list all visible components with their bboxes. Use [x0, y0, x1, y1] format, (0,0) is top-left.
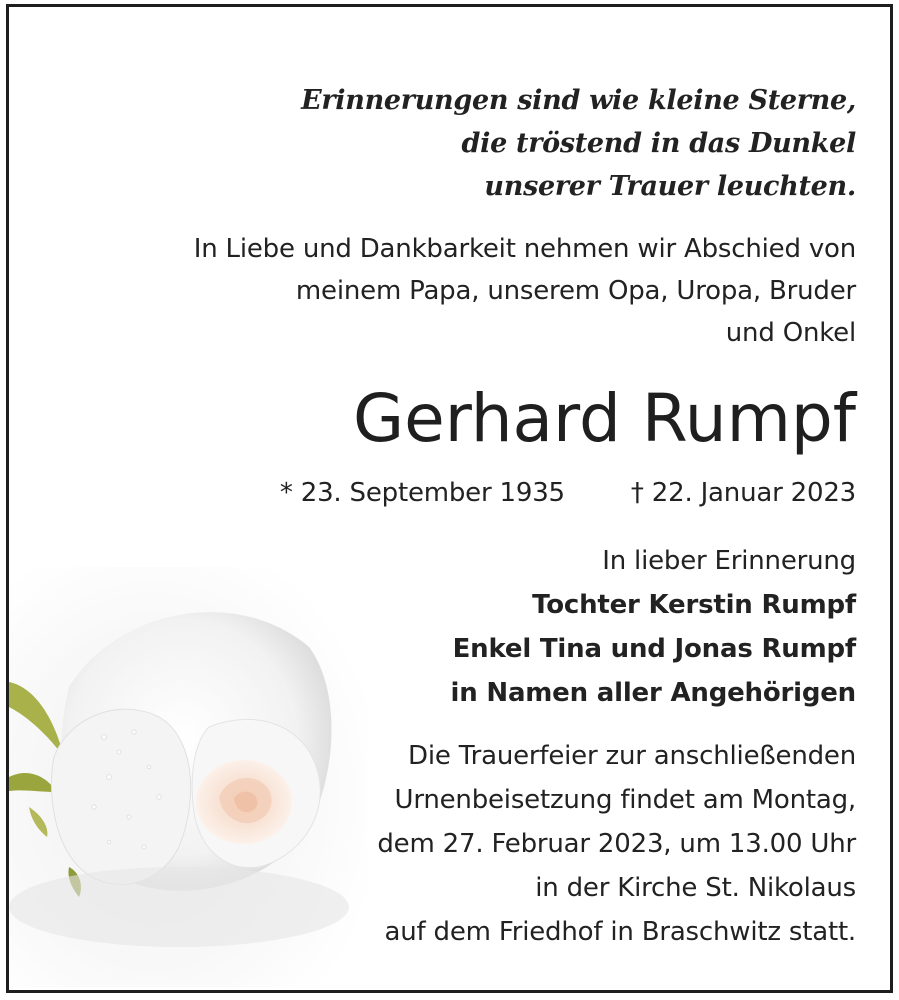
mourners-heading: In lieber Erinnerung — [602, 546, 856, 576]
intro-line: meinem Papa, unserem Opa, Uropa, Bruder — [295, 276, 856, 306]
service-line: Die Trauerfeier zur anschließenden — [408, 741, 856, 771]
white-rose-image — [9, 567, 369, 987]
death-date: † 22. Januar 2023 — [630, 478, 856, 508]
quote-line: die tröstend in das Dunkel — [461, 128, 856, 159]
mourner-name: Enkel Tina und Jonas Rumpf — [452, 634, 856, 664]
birth-date: * 23. September 1935 — [279, 478, 565, 508]
service-line: dem 27. Februar 2023, um 13.00 Uhr — [377, 829, 856, 859]
deceased-name: Gerhard Rumpf — [353, 380, 856, 457]
mourner-name: Tochter Kerstin Rumpf — [532, 590, 856, 620]
life-dates — [280, 473, 856, 513]
mourner-name: in Namen aller Angehörigen — [450, 678, 856, 708]
quote-line: Erinnerungen sind wie kleine Sterne, — [301, 85, 856, 116]
obituary-card — [6, 4, 893, 993]
intro-line: und Onkel — [725, 318, 856, 348]
quote-block — [301, 79, 856, 208]
mourners-block — [451, 539, 856, 715]
service-line: auf dem Friedhof in Braschwitz statt. — [384, 917, 856, 947]
service-info — [377, 734, 856, 954]
service-line: in der Kirche St. Nikolaus — [535, 873, 856, 903]
quote-line: unserer Trauer leuchten. — [484, 171, 856, 202]
intro-line: In Liebe und Dankbarkeit nehmen wir Abschied von — [193, 234, 856, 264]
intro-text — [194, 228, 856, 354]
service-line: Urnenbeisetzung findet am Montag, — [394, 785, 856, 815]
